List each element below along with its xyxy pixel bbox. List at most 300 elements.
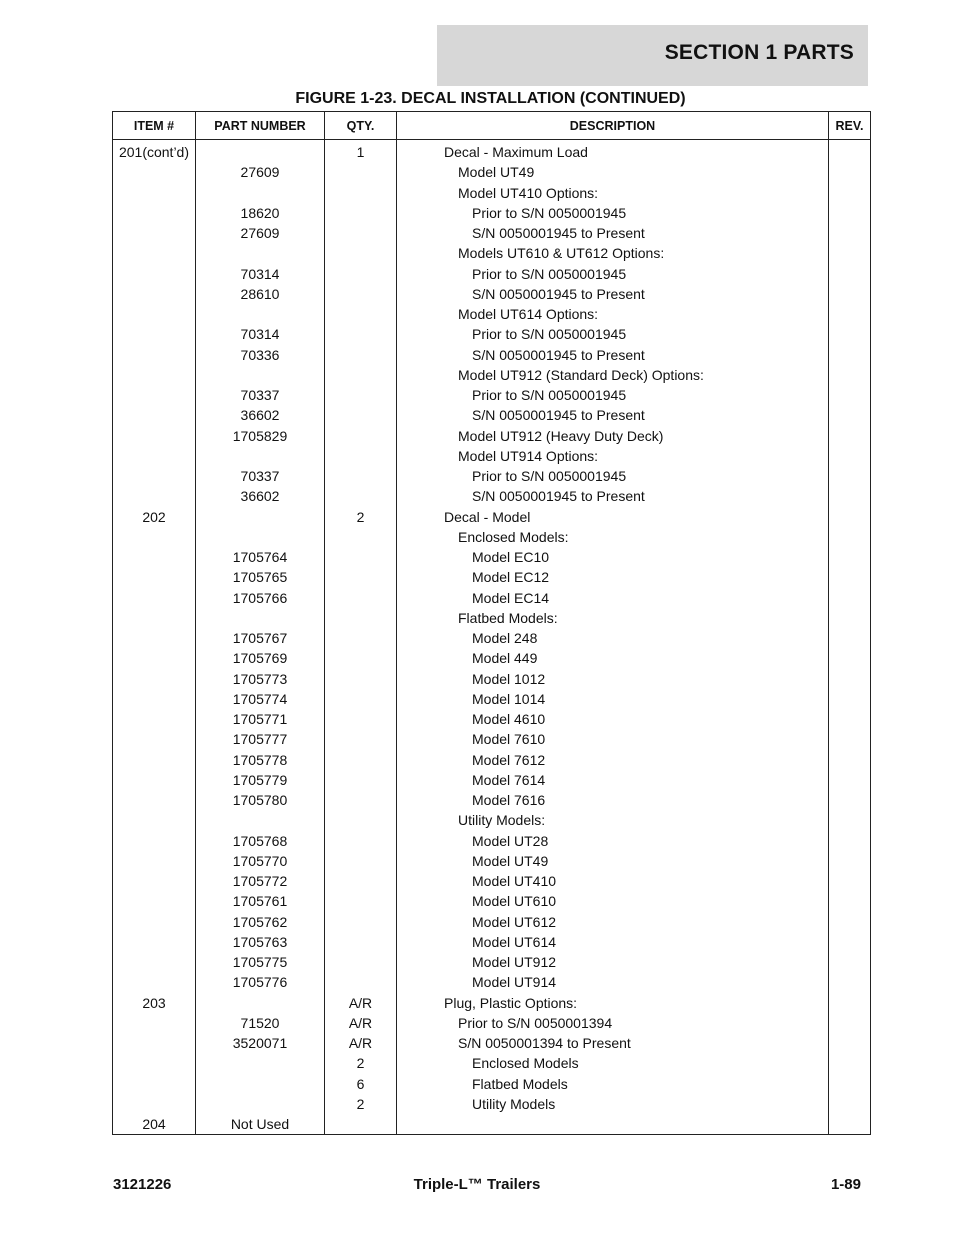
- item-cell: [113, 871, 196, 891]
- qty-cell: [325, 385, 397, 405]
- rev-cell: [829, 851, 871, 871]
- qty-cell: [325, 1114, 397, 1135]
- rev-cell: [829, 486, 871, 506]
- qty-cell: [325, 223, 397, 243]
- qty-cell: [325, 810, 397, 830]
- description-cell: Model 1012: [397, 669, 829, 689]
- qty-cell: 2: [325, 1053, 397, 1073]
- item-cell: [113, 547, 196, 567]
- qty-cell: [325, 426, 397, 446]
- part-number-cell: [196, 140, 325, 163]
- rev-cell: [829, 243, 871, 263]
- rev-cell: [829, 567, 871, 587]
- parts-table-body: [113, 140, 871, 1135]
- description-cell: Prior to S/N 0050001945: [397, 466, 829, 486]
- table-row: [113, 345, 871, 365]
- description-cell: Model UT614: [397, 932, 829, 952]
- table-row: [113, 912, 871, 932]
- description-cell: Utility Models:: [397, 810, 829, 830]
- part-number-cell: [196, 527, 325, 547]
- table-row: [113, 1114, 871, 1135]
- item-cell: [113, 1013, 196, 1033]
- part-number-cell: 70337: [196, 385, 325, 405]
- part-number-cell: 1705778: [196, 750, 325, 770]
- qty-cell: [325, 912, 397, 932]
- rev-cell: [829, 648, 871, 668]
- part-number-cell: [196, 304, 325, 324]
- qty-cell: [325, 446, 397, 466]
- item-cell: [113, 1053, 196, 1073]
- qty-cell: [325, 608, 397, 628]
- footer-page-number: 1-89: [830, 1176, 861, 1193]
- description-cell: Model EC12: [397, 567, 829, 587]
- description-cell: Model UT49: [397, 851, 829, 871]
- part-number-cell: 1705769: [196, 648, 325, 668]
- part-number-cell: [196, 507, 325, 527]
- table-row: [113, 831, 871, 851]
- qty-cell: A/R: [325, 1033, 397, 1053]
- description-cell: Plug, Plastic Options:: [397, 993, 829, 1013]
- item-cell: [113, 1074, 196, 1094]
- qty-cell: [325, 304, 397, 324]
- qty-cell: [325, 547, 397, 567]
- part-number-cell: 70336: [196, 345, 325, 365]
- part-number-cell: [196, 243, 325, 263]
- rev-cell: [829, 1053, 871, 1073]
- table-row: [113, 567, 871, 587]
- item-cell: [113, 851, 196, 871]
- description-cell: Model 7610: [397, 729, 829, 749]
- rev-cell: [829, 324, 871, 344]
- qty-cell: 6: [325, 1074, 397, 1094]
- item-cell: [113, 284, 196, 304]
- table-row: [113, 891, 871, 911]
- description-cell: Prior to S/N 0050001945: [397, 385, 829, 405]
- item-cell: [113, 243, 196, 263]
- item-cell: [113, 385, 196, 405]
- rev-cell: [829, 810, 871, 830]
- qty-cell: [325, 770, 397, 790]
- part-number-cell: 3520071: [196, 1033, 325, 1053]
- part-number-cell: 1705767: [196, 628, 325, 648]
- description-cell: Model UT614 Options:: [397, 304, 829, 324]
- description-cell: Model UT28: [397, 831, 829, 851]
- item-cell: 204: [113, 1114, 196, 1135]
- qty-cell: [325, 466, 397, 486]
- description-cell: Model EC10: [397, 547, 829, 567]
- rev-cell: [829, 952, 871, 972]
- rev-cell: [829, 264, 871, 284]
- part-number-cell: 1705773: [196, 669, 325, 689]
- part-number-cell: 27609: [196, 162, 325, 182]
- footer-title: Triple-L™ Trailers: [413, 1176, 541, 1193]
- qty-cell: [325, 669, 397, 689]
- column-header-rev: REV.: [829, 112, 871, 140]
- part-number-cell: 1705764: [196, 547, 325, 567]
- item-cell: [113, 203, 196, 223]
- table-row: [113, 183, 871, 203]
- item-cell: [113, 588, 196, 608]
- rev-cell: [829, 588, 871, 608]
- rev-cell: [829, 790, 871, 810]
- qty-cell: 2: [325, 1094, 397, 1114]
- rev-cell: [829, 466, 871, 486]
- description-cell: Enclosed Models:: [397, 527, 829, 547]
- rev-cell: [829, 223, 871, 243]
- table-row: [113, 1033, 871, 1053]
- rev-cell: [829, 831, 871, 851]
- description-cell: S/N 0050001394 to Present: [397, 1033, 829, 1053]
- part-number-cell: [196, 446, 325, 466]
- table-row: [113, 264, 871, 284]
- table-row: [113, 810, 871, 830]
- item-cell: [113, 183, 196, 203]
- rev-cell: [829, 304, 871, 324]
- rev-cell: [829, 729, 871, 749]
- item-cell: [113, 304, 196, 324]
- part-number-cell: 1705771: [196, 709, 325, 729]
- qty-cell: [325, 405, 397, 425]
- qty-cell: [325, 183, 397, 203]
- description-cell: Prior to S/N 0050001945: [397, 324, 829, 344]
- description-cell: Model UT914: [397, 972, 829, 992]
- rev-cell: [829, 689, 871, 709]
- description-cell: Decal - Model: [397, 507, 829, 527]
- qty-cell: [325, 729, 397, 749]
- description-cell: Model UT612: [397, 912, 829, 932]
- item-cell: [113, 932, 196, 952]
- rev-cell: [829, 608, 871, 628]
- table-row: [113, 1074, 871, 1094]
- item-cell: [113, 608, 196, 628]
- description-cell: Prior to S/N 0050001945: [397, 203, 829, 223]
- qty-cell: [325, 628, 397, 648]
- description-cell: Model 1014: [397, 689, 829, 709]
- item-cell: [113, 1033, 196, 1053]
- part-number-cell: [196, 810, 325, 830]
- qty-cell: A/R: [325, 993, 397, 1013]
- qty-cell: [325, 324, 397, 344]
- item-cell: [113, 648, 196, 668]
- part-number-cell: 28610: [196, 284, 325, 304]
- part-number-cell: [196, 183, 325, 203]
- table-row: [113, 507, 871, 527]
- rev-cell: [829, 1074, 871, 1094]
- description-cell: Model UT410 Options:: [397, 183, 829, 203]
- part-number-cell: 70314: [196, 324, 325, 344]
- description-cell: S/N 0050001945 to Present: [397, 405, 829, 425]
- table-row: [113, 1013, 871, 1033]
- qty-cell: [325, 750, 397, 770]
- part-number-cell: 71520: [196, 1013, 325, 1033]
- qty-cell: [325, 243, 397, 263]
- rev-cell: [829, 972, 871, 992]
- rev-cell: [829, 365, 871, 385]
- description-cell: Model 449: [397, 648, 829, 668]
- qty-cell: [325, 203, 397, 223]
- description-cell: Prior to S/N 0050001394: [397, 1013, 829, 1033]
- item-cell: [113, 324, 196, 344]
- part-number-cell: Not Used: [196, 1114, 325, 1135]
- qty-cell: [325, 831, 397, 851]
- item-cell: [113, 790, 196, 810]
- table-row: [113, 243, 871, 263]
- item-cell: [113, 972, 196, 992]
- part-number-cell: 36602: [196, 405, 325, 425]
- parts-table: [112, 111, 871, 1135]
- qty-cell: [325, 284, 397, 304]
- qty-cell: 1: [325, 140, 397, 163]
- table-row: [113, 608, 871, 628]
- table-row: [113, 709, 871, 729]
- rev-cell: [829, 385, 871, 405]
- qty-cell: 2: [325, 507, 397, 527]
- column-header-description: DESCRIPTION: [397, 112, 829, 140]
- item-cell: [113, 466, 196, 486]
- description-cell: Model UT410: [397, 871, 829, 891]
- table-row: [113, 993, 871, 1013]
- rev-cell: [829, 345, 871, 365]
- description-cell: Model EC14: [397, 588, 829, 608]
- table-row: [113, 932, 871, 952]
- rev-cell: [829, 993, 871, 1013]
- qty-cell: [325, 932, 397, 952]
- description-cell: S/N 0050001945 to Present: [397, 223, 829, 243]
- rev-cell: [829, 750, 871, 770]
- item-cell: [113, 689, 196, 709]
- item-cell: [113, 1094, 196, 1114]
- description-cell: Decal - Maximum Load: [397, 140, 829, 163]
- part-number-cell: 1705779: [196, 770, 325, 790]
- description-cell: Model 4610: [397, 709, 829, 729]
- table-row: [113, 750, 871, 770]
- item-cell: [113, 446, 196, 466]
- table-row: [113, 588, 871, 608]
- part-number-cell: 1705777: [196, 729, 325, 749]
- rev-cell: [829, 183, 871, 203]
- table-row: [113, 729, 871, 749]
- rev-cell: [829, 1033, 871, 1053]
- description-cell: Model 7612: [397, 750, 829, 770]
- table-row: [113, 486, 871, 506]
- rev-cell: [829, 405, 871, 425]
- item-cell: [113, 426, 196, 446]
- rev-cell: [829, 770, 871, 790]
- item-cell: [113, 527, 196, 547]
- part-number-cell: 1705768: [196, 831, 325, 851]
- description-cell: Model 7616: [397, 790, 829, 810]
- rev-cell: [829, 140, 871, 163]
- column-header-part-number: PART NUMBER: [196, 112, 325, 140]
- description-cell: Enclosed Models: [397, 1053, 829, 1073]
- qty-cell: [325, 790, 397, 810]
- rev-cell: [829, 1114, 871, 1135]
- description-cell: Model UT912: [397, 952, 829, 972]
- qty-cell: [325, 588, 397, 608]
- table-row: [113, 304, 871, 324]
- part-number-cell: [196, 608, 325, 628]
- table-row: [113, 426, 871, 446]
- part-number-cell: 1705775: [196, 952, 325, 972]
- part-number-cell: 18620: [196, 203, 325, 223]
- part-number-cell: [196, 1053, 325, 1073]
- part-number-cell: 1705762: [196, 912, 325, 932]
- item-cell: [113, 264, 196, 284]
- qty-cell: [325, 264, 397, 284]
- description-cell: S/N 0050001945 to Present: [397, 486, 829, 506]
- rev-cell: [829, 891, 871, 911]
- rev-cell: [829, 446, 871, 466]
- description-cell: Model UT610: [397, 891, 829, 911]
- part-number-cell: 1705780: [196, 790, 325, 810]
- item-cell: [113, 891, 196, 911]
- rev-cell: [829, 912, 871, 932]
- part-number-cell: 36602: [196, 486, 325, 506]
- table-header-row: [113, 112, 871, 140]
- table-row: [113, 324, 871, 344]
- table-row: [113, 547, 871, 567]
- item-cell: [113, 750, 196, 770]
- table-row: [113, 851, 871, 871]
- qty-cell: [325, 345, 397, 365]
- table-row: [113, 972, 871, 992]
- description-cell: Model UT912 (Standard Deck) Options:: [397, 365, 829, 385]
- qty-cell: [325, 851, 397, 871]
- table-row: [113, 1053, 871, 1073]
- column-header-qty: QTY.: [325, 112, 397, 140]
- description-cell: Utility Models: [397, 1094, 829, 1114]
- description-cell: Flatbed Models: [397, 1074, 829, 1094]
- table-row: [113, 669, 871, 689]
- description-cell: Model UT49: [397, 162, 829, 182]
- rev-cell: [829, 709, 871, 729]
- column-header-item: ITEM #: [113, 112, 196, 140]
- rev-cell: [829, 507, 871, 527]
- rev-cell: [829, 547, 871, 567]
- rev-cell: [829, 628, 871, 648]
- qty-cell: [325, 871, 397, 891]
- table-row: [113, 770, 871, 790]
- description-cell: S/N 0050001945 to Present: [397, 284, 829, 304]
- table-row: [113, 223, 871, 243]
- table-row: [113, 140, 871, 163]
- part-number-cell: 1705770: [196, 851, 325, 871]
- part-number-cell: 1705774: [196, 689, 325, 709]
- item-cell: 201(cont’d): [113, 140, 196, 163]
- qty-cell: [325, 952, 397, 972]
- table-row: [113, 284, 871, 304]
- item-cell: [113, 810, 196, 830]
- rev-cell: [829, 284, 871, 304]
- part-number-cell: 1705776: [196, 972, 325, 992]
- description-cell: Model 7614: [397, 770, 829, 790]
- description-cell: Model 248: [397, 628, 829, 648]
- section-banner: [437, 25, 868, 86]
- table-row: [113, 790, 871, 810]
- description-cell: Models UT610 & UT612 Options:: [397, 243, 829, 263]
- item-cell: [113, 486, 196, 506]
- description-cell: Prior to S/N 0050001945: [397, 264, 829, 284]
- description-cell: Model UT914 Options:: [397, 446, 829, 466]
- table-row: [113, 385, 871, 405]
- item-cell: [113, 223, 196, 243]
- table-row: [113, 952, 871, 972]
- description-cell: S/N 0050001945 to Present: [397, 345, 829, 365]
- qty-cell: [325, 567, 397, 587]
- item-cell: [113, 567, 196, 587]
- table-row: [113, 689, 871, 709]
- qty-cell: [325, 365, 397, 385]
- qty-cell: [325, 709, 397, 729]
- qty-cell: [325, 972, 397, 992]
- qty-cell: [325, 891, 397, 911]
- rev-cell: [829, 1094, 871, 1114]
- figure-title: FIGURE 1-23. DECAL INSTALLATION (CONTINUED): [295, 90, 686, 107]
- item-cell: [113, 345, 196, 365]
- rev-cell: [829, 203, 871, 223]
- qty-cell: [325, 486, 397, 506]
- part-number-cell: 1705765: [196, 567, 325, 587]
- item-cell: [113, 709, 196, 729]
- item-cell: [113, 831, 196, 851]
- rev-cell: [829, 527, 871, 547]
- rev-cell: [829, 669, 871, 689]
- section-title: SECTION 1 PARTS: [664, 41, 854, 64]
- table-row: [113, 648, 871, 668]
- footer-doc-number: 3121226: [113, 1176, 172, 1193]
- rev-cell: [829, 162, 871, 182]
- table-row: [113, 446, 871, 466]
- item-cell: [113, 952, 196, 972]
- part-number-cell: 27609: [196, 223, 325, 243]
- rev-cell: [829, 1013, 871, 1033]
- item-cell: 203: [113, 993, 196, 1013]
- description-cell: Flatbed Models:: [397, 608, 829, 628]
- table-row: [113, 365, 871, 385]
- table-row: [113, 405, 871, 425]
- table-row: [113, 527, 871, 547]
- qty-cell: [325, 527, 397, 547]
- part-number-cell: 1705772: [196, 871, 325, 891]
- part-number-cell: 1705763: [196, 932, 325, 952]
- table-row: [113, 203, 871, 223]
- qty-cell: [325, 689, 397, 709]
- table-row: [113, 466, 871, 486]
- rev-cell: [829, 426, 871, 446]
- part-number-cell: [196, 365, 325, 385]
- part-number-cell: 70314: [196, 264, 325, 284]
- table-row: [113, 1094, 871, 1114]
- item-cell: [113, 365, 196, 385]
- part-number-cell: 1705761: [196, 891, 325, 911]
- part-number-cell: 70337: [196, 466, 325, 486]
- part-number-cell: 1705829: [196, 426, 325, 446]
- item-cell: [113, 669, 196, 689]
- rev-cell: [829, 871, 871, 891]
- part-number-cell: [196, 1074, 325, 1094]
- rev-cell: [829, 932, 871, 952]
- qty-cell: [325, 162, 397, 182]
- part-number-cell: 1705766: [196, 588, 325, 608]
- item-cell: [113, 405, 196, 425]
- table-row: [113, 871, 871, 891]
- qty-cell: [325, 648, 397, 668]
- item-cell: 202: [113, 507, 196, 527]
- table-row: [113, 628, 871, 648]
- item-cell: [113, 770, 196, 790]
- item-cell: [113, 729, 196, 749]
- item-cell: [113, 162, 196, 182]
